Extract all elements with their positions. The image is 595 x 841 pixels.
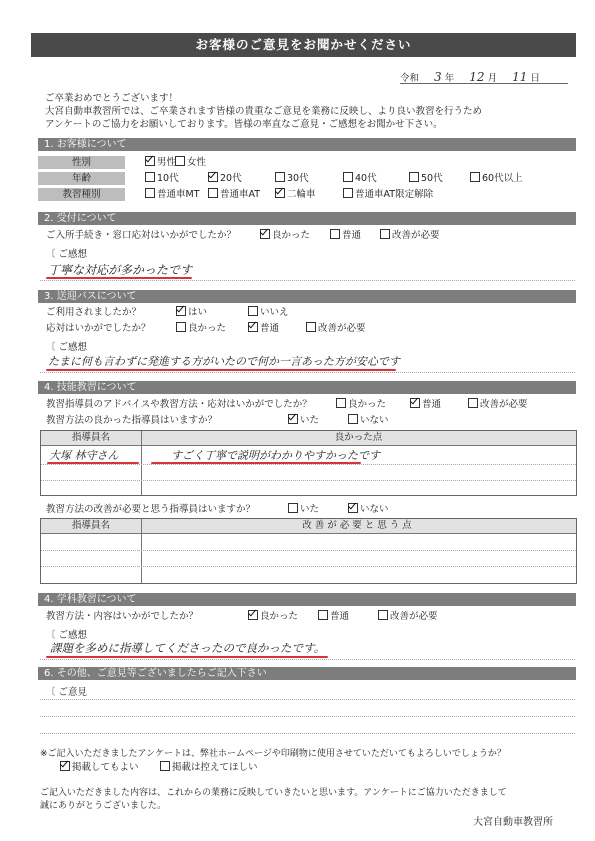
checkbox-checked-icon[interactable] — [60, 761, 70, 771]
good-instructor-question: 教習方法の良かった指導員はいますか？ — [46, 415, 218, 426]
reception-question: ご入所手続き・窓口応対はいかがでしたか？ — [46, 230, 237, 241]
consent-row — [0, 761, 595, 774]
bad-table-col-point: 改善が必要と思う点 — [302, 520, 415, 531]
bus-comment-label: 〔 ご感想 — [46, 342, 88, 353]
instructor-advice-option-good[interactable]: 良かった — [336, 398, 386, 411]
age-option-40s[interactable]: 40代 — [343, 172, 377, 185]
bus-comment-text: たまに何も言わずに発進する方がいたので何か一言あった方が安心です — [48, 355, 400, 368]
checkbox-icon[interactable] — [330, 229, 340, 239]
age-label: 年齢 — [38, 172, 125, 185]
checkbox-icon[interactable] — [145, 188, 155, 198]
bad-instructor-table — [40, 518, 577, 584]
lecture-option-improve[interactable]: 改善が必要 — [378, 610, 438, 623]
checkbox-icon[interactable] — [248, 306, 258, 316]
consent-option-decline[interactable]: 掲載は控えてほしい — [160, 761, 258, 774]
checkbox-icon[interactable] — [275, 172, 285, 182]
instructor-advice-option-improve[interactable]: 改善が必要 — [468, 398, 528, 411]
age-option-60s-plus[interactable]: 60代以上 — [470, 172, 523, 185]
checkbox-icon[interactable] — [343, 172, 353, 182]
checkbox-checked-icon[interactable] — [288, 414, 298, 424]
bad-instructor-option-no[interactable]: いない — [348, 503, 389, 516]
checkbox-icon[interactable] — [318, 610, 328, 620]
lecture-option-normal[interactable]: 普通 — [318, 610, 349, 623]
reception-option-good[interactable]: 良かった — [260, 229, 310, 242]
bad-table-col-name: 指導員名 — [71, 520, 110, 531]
good-table-col-point: 良かった点 — [334, 432, 383, 443]
checkbox-checked-icon[interactable] — [410, 398, 420, 408]
reception-option-improve[interactable]: 改善が必要 — [380, 229, 440, 242]
course-option-mt[interactable]: 普通車MT — [145, 188, 200, 201]
good-instructor-option-no[interactable]: いない — [348, 414, 389, 427]
checkbox-icon[interactable] — [348, 414, 358, 424]
checkbox-icon[interactable] — [175, 156, 185, 166]
lecture-comment-text: 課題を多めに指導してくださったので良かったです。 — [50, 641, 326, 655]
age-option-20s[interactable]: 20代 — [208, 172, 242, 185]
bus-service-option-good[interactable]: 良かった — [176, 322, 226, 335]
checkbox-checked-icon[interactable] — [248, 322, 258, 332]
course-option-at-lift[interactable]: 普通車AT限定解除 — [343, 188, 433, 201]
gender-option-female[interactable]: 女性 — [175, 156, 206, 169]
checkbox-icon[interactable] — [288, 503, 298, 513]
reception-option-normal[interactable]: 普通 — [330, 229, 361, 242]
instructor-advice-row — [0, 398, 595, 411]
reception-question-row — [0, 229, 595, 242]
bus-comment-underline — [46, 369, 396, 371]
bus-service-option-improve[interactable]: 改善が必要 — [306, 322, 366, 335]
date-day-value: 11 — [512, 70, 528, 84]
course-label: 教習種別 — [38, 188, 125, 201]
date-line — [400, 70, 540, 84]
checkbox-icon[interactable] — [409, 172, 419, 182]
checkbox-icon[interactable] — [470, 172, 480, 182]
date-year-unit: 年 — [444, 73, 455, 84]
section-2-heading: 2. 受付について — [38, 212, 576, 225]
thanks-line-1: ご記入いただきました内容は、これからの業務に反映していきたいと思います。アンケートにご協力いただきまして — [40, 788, 507, 798]
age-option-10s[interactable]: 10代 — [145, 172, 179, 185]
bus-used-option-no[interactable]: いいえ — [248, 306, 289, 319]
checkbox-checked-icon[interactable] — [176, 306, 186, 316]
date-month-unit: 月 — [487, 73, 498, 84]
lecture-comment-label: 〔 ご感想 — [46, 630, 88, 641]
checkbox-icon[interactable] — [380, 229, 390, 239]
checkbox-checked-icon[interactable] — [248, 610, 258, 620]
consent-note: ※ご記入いただきましたアンケートは、弊社ホームページや印刷物に使用させていただいてもよろしいでしょうか？ — [40, 749, 506, 759]
bad-instructor-question: 教習方法の改善が必要と思う指導員はいますか？ — [46, 504, 256, 515]
date-era: 令和 — [400, 73, 420, 84]
date-year-value: 3 — [434, 70, 442, 84]
course-option-motorcycle[interactable]: 二輪車 — [275, 188, 316, 201]
checkbox-icon[interactable] — [145, 172, 155, 182]
age-option-50s[interactable]: 50代 — [409, 172, 443, 185]
checkbox-icon[interactable] — [343, 188, 353, 198]
instructor-advice-question: 教習指導員のアドバイスや教習方法・応対はいかがでしたか？ — [46, 399, 312, 410]
reception-comment-label: 〔 ご感想 — [46, 249, 88, 260]
bad-instructor-row — [0, 503, 595, 516]
checkbox-checked-icon[interactable] — [208, 172, 218, 182]
course-option-at[interactable]: 普通車AT — [208, 188, 260, 201]
checkbox-icon[interactable] — [336, 398, 346, 408]
bus-used-row — [0, 306, 595, 319]
consent-option-allow[interactable]: 掲載してもよい — [60, 761, 139, 774]
good-table-name-underline — [47, 462, 139, 464]
checkbox-icon[interactable] — [160, 761, 170, 771]
section-3-heading: 3. 送迎バスについて — [38, 290, 576, 303]
intro-line-3: アンケートのご協力をお願いしております。皆様の率直なご意見・ご感想をお聞かせ下さい。 — [45, 119, 443, 130]
school-signature: 大宮自動車教習所 — [473, 817, 553, 828]
checkbox-checked-icon[interactable] — [275, 188, 285, 198]
good-instructor-row — [0, 414, 595, 427]
checkbox-icon[interactable] — [468, 398, 478, 408]
reception-comment-text: 丁寧な対応が多かったです — [48, 263, 193, 277]
checkbox-checked-icon[interactable] — [145, 156, 155, 166]
age-option-30s[interactable]: 30代 — [275, 172, 309, 185]
lecture-question-row — [0, 610, 595, 623]
bus-service-row — [0, 322, 595, 335]
section-6-heading: 6. その他、ご意見等ございましたらご記入下さい — [38, 667, 576, 680]
lecture-question: 教習方法・内容はいかがでしたか？ — [46, 611, 199, 622]
bus-service-option-normal[interactable]: 普通 — [248, 322, 279, 335]
bad-instructor-option-yes[interactable]: いた — [288, 503, 319, 516]
checkbox-icon[interactable] — [208, 188, 218, 198]
checkbox-checked-icon[interactable] — [348, 503, 358, 513]
checkbox-icon[interactable] — [176, 322, 186, 332]
section-5-heading: 4. 学科教習について — [38, 593, 576, 606]
intro-line-2: 大宮自動車教習所では、ご卒業されます皆様の貴重なご意見を業務に反映し、より良い教習を行うため — [45, 106, 483, 117]
bus-used-question: ご利用されましたか？ — [46, 307, 142, 318]
gender-label: 性別 — [38, 156, 125, 169]
intro-line-1: ご卒業おめでとうございます！ — [45, 93, 179, 104]
thanks-line-2: 誠にありがとうございました。 — [40, 801, 167, 811]
form-title: お客様のご意見をお聞かせください — [31, 33, 576, 57]
checkbox-checked-icon[interactable] — [260, 229, 270, 239]
good-table-instructor-name: 大塚 林守さん — [49, 449, 119, 462]
course-row — [38, 188, 576, 201]
section-1-heading: 1. お客様について — [38, 138, 576, 151]
instructor-advice-option-normal[interactable]: 普通 — [410, 398, 441, 411]
lecture-comment-underline — [46, 656, 328, 658]
bus-service-question: 応対はいかがでしたか？ — [46, 323, 151, 334]
good-table-col-name: 指導員名 — [71, 432, 110, 443]
reception-comment-underline — [46, 277, 192, 279]
checkbox-icon[interactable] — [306, 322, 316, 332]
date-day-unit: 日 — [530, 73, 540, 84]
gender-row — [38, 156, 576, 169]
section-4-heading: 4. 技能教習について — [38, 381, 576, 394]
bus-used-option-yes[interactable]: はい — [176, 306, 207, 319]
date-month-value: 12 — [469, 70, 485, 84]
good-instructor-table — [40, 430, 577, 496]
gender-option-male[interactable]: 男性 — [145, 156, 176, 169]
lecture-option-good[interactable]: 良かった — [248, 610, 298, 623]
good-table-point-underline — [151, 462, 361, 464]
other-comment-label: 〔 ご意見 — [46, 687, 88, 698]
age-row — [38, 172, 576, 185]
good-table-point-text: すごく丁寧で説明がわかりやすかったです — [171, 449, 380, 462]
checkbox-icon[interactable] — [378, 610, 388, 620]
good-instructor-option-yes[interactable]: いた — [288, 414, 319, 427]
